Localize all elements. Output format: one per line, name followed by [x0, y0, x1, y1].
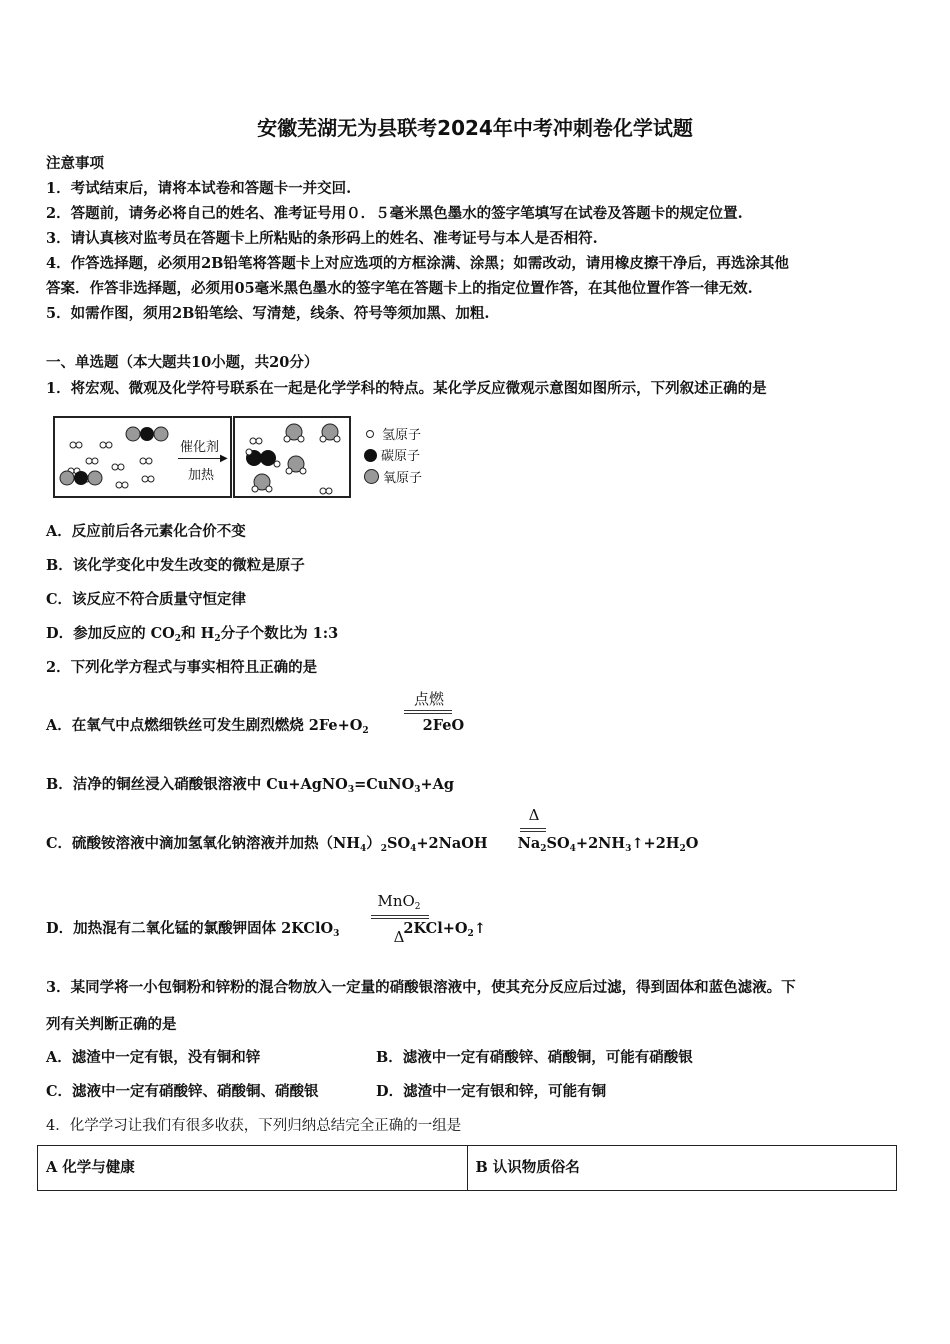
question-1-stem: 1．将宏观、微观及化学符号联系在一起是化学学科的特点。某化学反应微观示意图如图所示，下列叙述正确的是 [46, 380, 767, 397]
condition-catalyst [371, 892, 427, 912]
carbon-dioxide-molecule [125, 426, 169, 446]
condition-heat: Δ [528, 806, 540, 824]
table-cell: A 化学与健康 [46, 1159, 135, 1176]
text: ） [366, 835, 381, 852]
text: 和 H [181, 625, 215, 642]
text: ↑+2H [631, 835, 680, 852]
arrow-head-icon: ▶ [220, 453, 228, 464]
table-cell: B 认识物质俗名 [467, 1146, 897, 1190]
equals-sign [371, 915, 429, 919]
q3-option-b: B．滤液中一定有硝酸锌、硝酸铜，可能有硝酸银 [376, 1049, 693, 1066]
notice-item: 1．考试结束后，请将本试卷和答题卡一并交回. [46, 180, 352, 197]
q4-table [37, 1145, 897, 1191]
subscript: 4 [569, 844, 576, 854]
notice-item: 2．答题前，请务必将自己的姓名、准考证号用０．５毫米黑色墨水的签字笔填写在试卷及答题卡的规定位置. [46, 205, 743, 222]
subscript: 2 [362, 726, 369, 736]
page-title: 安徽芜湖无为县联考2024年中考冲刺卷化学试题 [257, 116, 693, 140]
reaction-arrow [178, 458, 226, 459]
hydrogen-molecule [139, 450, 153, 469]
text: Na [517, 835, 541, 852]
condition-heat: Δ [393, 928, 405, 946]
notice-item: 3．请认真核对监考员在答题卡上所粘贴的条形码上的姓名、准考证号与本人是否相符. [46, 230, 598, 247]
oxygen-atom-icon [364, 469, 379, 484]
q2-option-c [46, 832, 698, 854]
q1-option-a: A．反应前后各元素化合价不变 [46, 523, 246, 540]
text: ↑ [473, 920, 486, 937]
subscript: 2 [467, 929, 474, 939]
text: =CuNO [354, 776, 415, 793]
text: 2FeO [422, 717, 465, 734]
subscript: 2 [414, 902, 421, 912]
q2-option-a [46, 714, 464, 736]
water-molecule [285, 454, 307, 480]
products-box [233, 416, 351, 498]
text: D．加热混有二氧化锰的氯酸钾固体 2KClO [46, 920, 334, 937]
subscript: 2 [380, 844, 388, 854]
text: SO [387, 835, 411, 852]
question-2-stem: 2．下列化学方程式与事实相符且正确的是 [46, 659, 318, 676]
q3-option-a: A．滤渣中一定有银，没有铜和锌 [46, 1049, 261, 1066]
water-molecule [319, 422, 341, 448]
subscript: 3 [347, 785, 355, 795]
q3-option-c: C．滤液中一定有硝酸锌、硝酸铜、硝酸银 [46, 1083, 319, 1100]
subscript: 4 [360, 844, 367, 854]
hydrogen-atom-icon [366, 430, 374, 438]
question-3-stem: 3．某同学将一小包铜粉和锌粉的混合物放入一定量的硝酸银溶液中，使其充分反应后过滤，得到固体和蓝色滤液。下 [46, 979, 796, 996]
legend-oxygen [364, 467, 422, 486]
text: O [685, 835, 699, 852]
subscript: 2 [540, 844, 547, 854]
q1-option-d [46, 622, 338, 644]
notice-item: 4．作答选择题，必须用2B铅笔将答题卡上对应选项的方框涂满、涂黑；如需改动，请用橡皮擦干净后，再选涂其他 [46, 255, 789, 272]
text: +2NH [575, 835, 626, 852]
notice-item: 5．如需作图，须用2B铅笔绘、写清楚，线条、符号等须加黑、加粗. [46, 305, 490, 322]
hydrogen-molecule [85, 450, 99, 469]
text: SO [546, 835, 570, 852]
equals-sign [404, 710, 452, 714]
subscript: 3 [414, 785, 421, 795]
legend-label: 氢原子 [382, 428, 422, 443]
hydrogen-molecule [111, 456, 125, 475]
text: +Ag [420, 776, 455, 793]
text: 2KCl+O [403, 920, 468, 937]
hydrogen-molecule [115, 474, 129, 493]
q3-option-d: D．滤渣中一定有银和锌，可能有铜 [376, 1083, 607, 1100]
text: A．在氧气中点燃细铁丝可发生剧烈燃烧 2Fe+O [46, 717, 363, 734]
notice-heading: 注意事项 [46, 155, 104, 172]
text: C．硫酸铵溶液中滴加氢氧化钠溶液并加热（NH [46, 835, 360, 852]
notice-item: 答案．作答非选择题，必须用05毫米黑色墨水的签字笔在答题卡上的指定位置作答，在其他位置作答一律无效. [46, 280, 753, 297]
reactants-box [53, 416, 179, 498]
q1-option-b: B．该化学变化中发生改变的微粒是原子 [46, 557, 305, 574]
hydrogen-molecule [69, 434, 83, 453]
legend-label: 碳原子 [381, 449, 421, 464]
legend-label: 氧原子 [383, 471, 423, 486]
legend-hydrogen [366, 424, 421, 443]
methanol-molecule [245, 448, 283, 472]
subscript: 3 [333, 929, 340, 939]
text: B．洁净的铜丝浸入硝酸银溶液中 Cu+AgNO [46, 776, 348, 793]
carbon-atom-icon [364, 449, 377, 462]
condition-ignite: 点燃 [413, 690, 444, 708]
hydrogen-molecule [319, 480, 333, 499]
arrow-condition-top: 催化剂 [180, 440, 220, 455]
subscript: 2 [679, 844, 686, 854]
water-molecule [283, 422, 305, 448]
subscript: 3 [625, 844, 632, 854]
water-molecule [251, 472, 273, 498]
hydrogen-molecule [249, 430, 263, 449]
subscript: 4 [410, 844, 417, 854]
question-4-stem: 4．化学学习让我们有很多收获，下列归纳总结完全正确的一组是 [46, 1118, 462, 1134]
hydrogen-molecule [99, 434, 113, 453]
text: 分子个数比为 1:3 [220, 625, 339, 642]
question-3-stem-cont: 列有关判断正确的是 [46, 1016, 177, 1033]
subscript: 2 [214, 634, 221, 644]
text: +2NaOH [416, 835, 488, 852]
reaction-arrow-box [176, 416, 232, 498]
text: MnO [377, 892, 415, 910]
q1-option-c: C．该反应不符合质量守恒定律 [46, 591, 247, 608]
text: D．参加反应的 CO [46, 625, 175, 642]
equals-sign [520, 828, 546, 832]
section-heading: 一、单选题（本大题共10小题，共20分） [46, 354, 319, 371]
q2-option-b [46, 773, 454, 795]
subscript: 2 [174, 634, 182, 644]
legend-carbon [364, 445, 420, 464]
carbon-dioxide-molecule [59, 470, 103, 490]
arrow-condition-bottom: 加热 [188, 468, 215, 483]
hydrogen-molecule [141, 468, 155, 487]
